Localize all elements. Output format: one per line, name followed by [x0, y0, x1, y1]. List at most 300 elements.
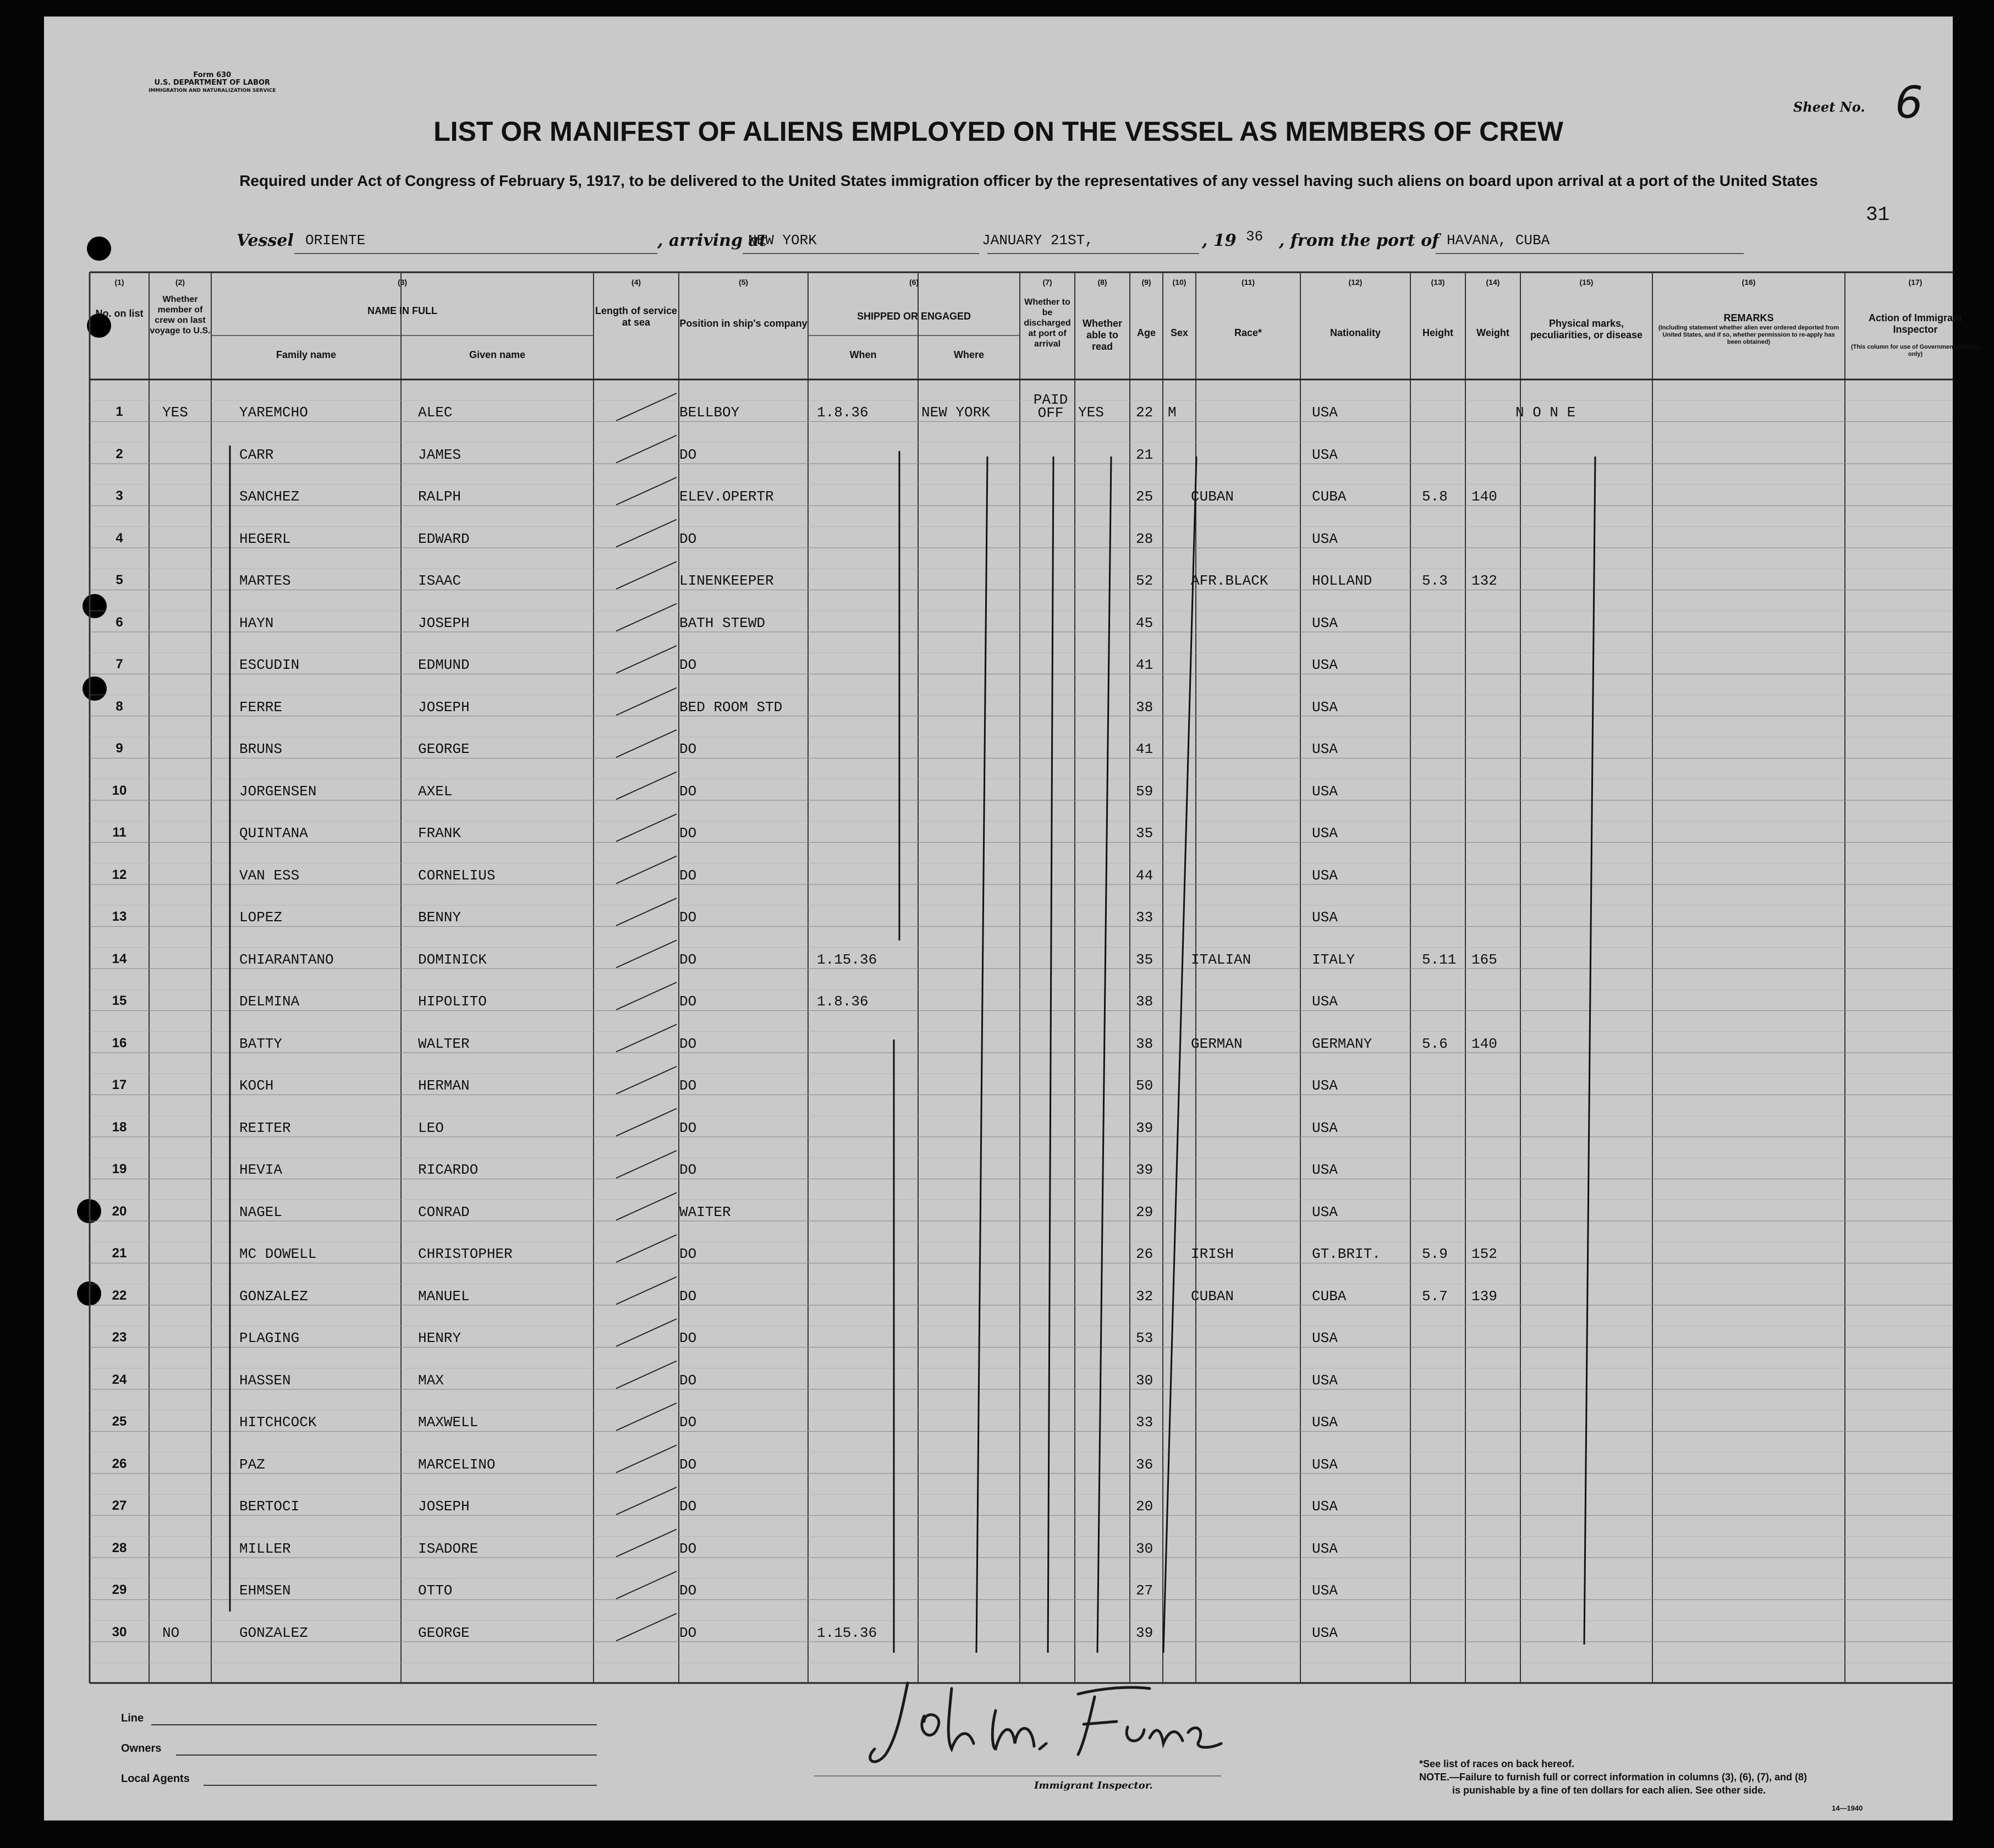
cell-family-name: DELMINA	[239, 993, 300, 1010]
arrival-date: JANUARY 21ST,	[982, 232, 1094, 249]
cell-position: DO	[679, 1582, 697, 1599]
vessel-name: ORIENTE	[305, 232, 366, 249]
line-label: Line	[121, 1712, 144, 1724]
row-number: 20	[112, 1203, 127, 1219]
service-tick-mark	[616, 1277, 677, 1305]
service-tick-mark	[616, 477, 677, 505]
cell-nationality: USA	[1312, 446, 1338, 463]
cell-race: ITALIAN	[1191, 951, 1251, 968]
cell-position: DO	[679, 1624, 697, 1641]
arrival-year: 36	[1246, 228, 1264, 245]
row-number: 4	[116, 530, 123, 546]
races-note: *See list of races on back hereof.	[1419, 1758, 1575, 1769]
cell-nationality: USA	[1312, 741, 1338, 757]
sheet-number-value: 6	[1895, 77, 1923, 128]
cell-age: 26	[1136, 1246, 1153, 1262]
cell-position: DO	[679, 783, 697, 800]
cell-physical-marks: N O N E	[1515, 404, 1576, 421]
col-5-number: (5)	[738, 278, 749, 287]
cell-given-name: MARCELINO	[418, 1456, 496, 1473]
cell-position: DO	[679, 657, 697, 673]
cell-age: 38	[1136, 1035, 1153, 1052]
cell-position: DO	[679, 1119, 697, 1136]
cell-position: DO	[679, 1498, 697, 1515]
cell-age: 20	[1136, 1498, 1153, 1515]
cell-nationality: USA	[1312, 614, 1338, 631]
cell-given-name: EDMUND	[418, 657, 470, 673]
cell-given-name: JAMES	[418, 446, 462, 463]
cell-family-name: FERRE	[239, 698, 283, 716]
col-12-header: Nationality	[1330, 327, 1381, 338]
cell-given-name: BENNY	[418, 909, 462, 926]
row-number: 26	[112, 1456, 127, 1471]
col-10-header: Sex	[1170, 327, 1189, 338]
col-15-header: Physical marks, peculiarities, or disease	[1530, 318, 1643, 340]
cell-nationality: CUBA	[1312, 1288, 1347, 1305]
cell-family-name: PLAGING	[239, 1330, 300, 1346]
row-number: 11	[112, 825, 127, 840]
cell-given-name: GEORGE	[418, 1624, 470, 1641]
cell-family-name: LOPEZ	[239, 909, 283, 926]
cell-position: DO	[679, 1246, 697, 1262]
row-number: 28	[112, 1540, 127, 1555]
page-title: LIST OR MANIFEST OF ALIENS EMPLOYED ON THE VESSEL AS MEMBERS OF CREW	[433, 116, 1563, 147]
col-14-header: Weight	[1476, 327, 1509, 338]
cell-nationality: USA	[1312, 1540, 1338, 1557]
col-8-header: Whether able to read	[1083, 318, 1122, 352]
service-tick-mark	[616, 562, 677, 589]
service-tick-mark	[616, 1025, 677, 1052]
col-1-header: No. on list	[95, 308, 144, 319]
sheet-label: Sheet No.	[1793, 99, 1865, 115]
cell-prev-voyage: YES	[162, 404, 188, 421]
cell-shipped-where: NEW YORK	[921, 404, 990, 421]
cell-position: BED ROOM STD	[679, 698, 783, 716]
row-number: 15	[112, 993, 127, 1008]
stamp-number: 31	[1866, 204, 1890, 226]
col-17-number: (17)	[1908, 278, 1922, 287]
cell-age: 41	[1136, 657, 1153, 673]
cell-given-name: CHRISTOPHER	[418, 1246, 513, 1262]
cell-position: DO	[679, 993, 697, 1010]
cell-age: 39	[1136, 1162, 1153, 1178]
cell-height: 5.11	[1422, 951, 1457, 968]
cell-nationality: USA	[1312, 1372, 1338, 1389]
col-3-header: NAME IN FULL	[367, 305, 437, 316]
service-tick-mark	[616, 730, 677, 757]
cell-position: ELEV.OPERTR	[679, 488, 774, 505]
cell-position: LINENKEEPER	[679, 573, 774, 589]
cell-given-name: DOMINICK	[418, 951, 487, 968]
cell-family-name: NAGEL	[239, 1203, 283, 1220]
cell-family-name: ESCUDIN	[239, 657, 300, 673]
cell-position: DO	[679, 1288, 697, 1305]
cell-race: CUBAN	[1191, 1288, 1234, 1305]
cell-nationality: GT.BRIT.	[1312, 1246, 1381, 1262]
cell-given-name: ALEC	[418, 404, 453, 421]
cell-age: 30	[1136, 1540, 1153, 1557]
cell-given-name: CORNELIUS	[418, 867, 496, 884]
cell-position: DO	[679, 741, 697, 757]
manifest-table-grid	[44, 16, 1953, 1821]
departure-port: HAVANA, CUBA	[1447, 232, 1550, 249]
service-tick-mark	[616, 1614, 677, 1641]
local-agents-field	[204, 1785, 597, 1786]
cell-age: 33	[1136, 909, 1153, 926]
service-name: IMMIGRATION AND NATURALIZATION SERVICE	[149, 88, 276, 94]
row-number: 18	[112, 1119, 127, 1135]
cell-height: 5.3	[1422, 573, 1448, 589]
row-number: 29	[112, 1582, 127, 1597]
cell-family-name: VAN ESS	[239, 867, 300, 884]
service-tick-mark	[616, 1319, 677, 1346]
cell-weight: 140	[1471, 488, 1497, 505]
cell-given-name: GEORGE	[418, 741, 470, 757]
cell-nationality: USA	[1312, 1456, 1338, 1473]
cell-height: 5.6	[1422, 1035, 1448, 1052]
cell-family-name: MILLER	[239, 1540, 291, 1557]
cell-family-name: HAYN	[239, 614, 274, 631]
cell-age: 53	[1136, 1330, 1153, 1346]
row-number: 6	[116, 614, 123, 630]
owners-field	[176, 1755, 597, 1756]
col-3-number: (3)	[397, 278, 408, 287]
cell-age: 35	[1136, 951, 1153, 968]
service-tick-mark	[616, 1571, 677, 1599]
service-tick-mark	[616, 1109, 677, 1136]
cell-position: DO	[679, 951, 697, 968]
service-tick-mark	[616, 1403, 677, 1431]
cell-race: CUBAN	[1191, 488, 1234, 505]
arriving-label: , arriving at	[657, 231, 767, 250]
service-tick-mark	[616, 436, 677, 463]
cell-age: 21	[1136, 446, 1153, 463]
cell-nationality: USA	[1312, 1077, 1338, 1094]
service-tick-mark	[616, 1066, 677, 1094]
form-number: Form 630	[193, 71, 232, 79]
cell-age: 25	[1136, 488, 1153, 505]
row-number: 27	[112, 1498, 127, 1513]
cell-family-name: MARTES	[239, 573, 291, 589]
cell-age: 50	[1136, 1077, 1153, 1094]
service-tick-mark	[616, 1487, 677, 1515]
cell-age: 39	[1136, 1119, 1153, 1136]
service-tick-mark	[616, 604, 677, 631]
service-tick-mark	[616, 982, 677, 1010]
cell-given-name: ISADORE	[418, 1540, 479, 1557]
col-17-header: Action of Immigrant Inspector	[1869, 312, 1962, 335]
cell-position: DO	[679, 825, 697, 842]
cell-given-name: HENRY	[418, 1330, 462, 1346]
cell-position: WAITER	[679, 1203, 731, 1220]
cell-sex: M	[1168, 404, 1177, 421]
vessel-label: Vessel	[237, 231, 294, 250]
cell-prev-voyage: NO	[162, 1624, 180, 1641]
cell-given-name: EDWARD	[418, 530, 470, 547]
cell-nationality: HOLLAND	[1312, 573, 1372, 589]
cell-height: 5.7	[1422, 1288, 1448, 1305]
cell-position: DO	[679, 867, 697, 884]
cell-age: 41	[1136, 741, 1153, 757]
cell-family-name: JORGENSEN	[239, 783, 317, 800]
penalty-note: NOTE.—Failure to furnish full or correct information in columns (3), (6), (7), and (8)	[1419, 1772, 1808, 1783]
cell-given-name: JOSEPH	[418, 698, 470, 716]
cell-family-name: CARR	[239, 446, 274, 463]
cell-nationality: USA	[1312, 1330, 1338, 1346]
row-number: 30	[112, 1624, 127, 1640]
row-number: 22	[112, 1288, 127, 1303]
row-number: 14	[112, 951, 127, 966]
cell-given-name: JOSEPH	[418, 1498, 470, 1515]
cell-position: BATH STEWD	[679, 614, 766, 631]
cell-age: 35	[1136, 825, 1153, 842]
cell-family-name: CHIARANTANO	[239, 951, 334, 968]
cell-family-name: SANCHEZ	[239, 488, 300, 505]
row-number: 24	[112, 1372, 127, 1387]
cell-nationality: USA	[1312, 1414, 1338, 1431]
col-6-header: SHIPPED OR ENGAGED	[856, 311, 971, 322]
cell-height: 5.8	[1422, 488, 1448, 505]
cell-nationality: USA	[1312, 825, 1338, 842]
col-3-given-name-header: Given name	[469, 349, 526, 360]
col-11-header: Race*	[1234, 327, 1262, 338]
service-tick-mark	[616, 646, 677, 673]
line-field	[151, 1724, 597, 1725]
cell-family-name: BRUNS	[239, 741, 283, 757]
service-tick-mark	[616, 1530, 677, 1557]
cell-position: DO	[679, 1540, 697, 1557]
cell-position: DO	[679, 1414, 697, 1431]
cell-shipped-when: 1.8.36	[817, 993, 869, 1010]
col-11-number: (11)	[1241, 278, 1255, 287]
cell-age: 38	[1136, 993, 1153, 1010]
cell-age: 45	[1136, 614, 1153, 631]
col-5-header: Position in ship's company	[679, 318, 808, 329]
cell-given-name: FRANK	[418, 825, 462, 842]
row-number: 12	[112, 867, 127, 882]
cell-family-name: HEGERL	[239, 530, 291, 547]
cell-position: DO	[679, 530, 697, 547]
service-tick-mark	[616, 856, 677, 884]
page-subtitle: Required under Act of Congress of February 5, 1917, to be delivered to the United States immigration officer by the representatives of any vessel having such aliens on board upon arrival at a port of the United States	[239, 172, 1818, 189]
cell-nationality: USA	[1312, 1582, 1338, 1599]
cell-shipped-when: 1.15.36	[817, 951, 877, 968]
cell-nationality: USA	[1312, 404, 1338, 421]
col-13-number: (13)	[1431, 278, 1445, 287]
row-number: 23	[112, 1330, 127, 1345]
local-agents-label: Local Agents	[121, 1773, 190, 1785]
row-number: 17	[112, 1077, 127, 1092]
col-10-number: (10)	[1172, 278, 1186, 287]
cell-family-name: GONZALEZ	[239, 1624, 308, 1641]
cell-family-name: BATTY	[239, 1035, 283, 1052]
col-7-header: Whether to be discharged at port of arrival	[1024, 298, 1071, 349]
inspector-signature	[842, 1672, 1227, 1777]
service-tick-mark	[616, 393, 677, 421]
col-6-where-header: Where	[953, 349, 984, 360]
row-number: 13	[112, 909, 127, 924]
col-2-number: (2)	[175, 278, 185, 287]
cell-family-name: HITCHCOCK	[239, 1414, 317, 1431]
cell-age: 30	[1136, 1372, 1153, 1389]
cell-given-name: CONRAD	[418, 1203, 470, 1220]
service-tick-mark	[616, 1235, 677, 1262]
row-number: 1	[116, 404, 123, 419]
cell-age: 44	[1136, 867, 1153, 884]
col-7-number: (7)	[1042, 278, 1052, 287]
cell-nationality: USA	[1312, 1162, 1338, 1178]
cell-family-name: MC DOWELL	[239, 1246, 317, 1262]
cell-age: 22	[1136, 404, 1153, 421]
service-tick-mark	[616, 898, 677, 926]
row-number: 10	[112, 783, 127, 798]
penalty-note-cont: is punishable by a fine of ten dollars for each alien. See other side.	[1452, 1785, 1766, 1796]
cell-age: 33	[1136, 1414, 1153, 1431]
cell-shipped-when: 1.15.36	[817, 1624, 877, 1641]
service-tick-mark	[616, 772, 677, 800]
cell-weight: 152	[1471, 1246, 1497, 1262]
cell-position: DO	[679, 1035, 697, 1052]
service-tick-mark	[616, 941, 677, 968]
cell-family-name: PAZ	[239, 1456, 265, 1473]
cell-family-name: EHMSEN	[239, 1582, 291, 1599]
cell-age: 32	[1136, 1288, 1153, 1305]
cell-weight: 139	[1471, 1288, 1497, 1305]
col-3-family-name-header: Family name	[276, 349, 337, 360]
col-16-number: (16)	[1742, 278, 1756, 287]
col-8-number: (8)	[1097, 278, 1107, 287]
col-6-when-header: When	[849, 349, 877, 360]
cell-family-name: QUINTANA	[239, 825, 308, 842]
row-number: 19	[112, 1162, 127, 1176]
col-9-number: (9)	[1141, 278, 1151, 287]
cell-weight: 140	[1471, 1035, 1497, 1052]
cell-given-name: OTTO	[418, 1582, 453, 1599]
cell-family-name: YAREMCHO	[239, 404, 308, 421]
col-14-number: (14)	[1486, 278, 1500, 287]
cell-given-name: JOSEPH	[418, 614, 470, 631]
cell-race: AFR.BLACK	[1191, 573, 1268, 589]
col-6-number: (6)	[909, 278, 919, 287]
cell-nationality: USA	[1312, 698, 1338, 716]
row-number: 2	[116, 446, 123, 461]
cell-given-name: HIPOLITO	[418, 993, 487, 1010]
service-tick-mark	[616, 520, 677, 547]
service-tick-mark	[616, 1445, 677, 1473]
cell-family-name: HASSEN	[239, 1372, 291, 1389]
row-number: 21	[112, 1246, 127, 1261]
cell-nationality: USA	[1312, 867, 1338, 884]
col-15-number: (15)	[1579, 278, 1594, 287]
service-tick-mark	[616, 814, 677, 842]
cell-discharged: PAID OFF	[1033, 392, 1068, 421]
print-code: 14—1940	[1832, 1804, 1863, 1812]
row-number: 8	[116, 698, 123, 714]
cell-position: DO	[679, 1372, 697, 1389]
ditto-line	[1584, 457, 1595, 1645]
cell-nationality: USA	[1312, 783, 1338, 800]
col-4-header: Length of service at sea	[595, 305, 678, 328]
row-number: 16	[112, 1035, 127, 1050]
cell-nationality: GERMANY	[1312, 1035, 1372, 1052]
inspector-label: Immigrant Inspector.	[1034, 1780, 1153, 1791]
cell-nationality: ITALY	[1312, 951, 1355, 968]
footer-note	[1419, 1757, 1807, 1797]
cell-nationality: USA	[1312, 1498, 1338, 1515]
cell-given-name: WALTER	[418, 1035, 470, 1052]
owners-label: Owners	[121, 1742, 162, 1755]
service-tick-mark	[616, 688, 677, 716]
cell-given-name: RALPH	[418, 488, 462, 505]
row-number: 3	[116, 488, 123, 503]
cell-able-to-read: YES	[1078, 404, 1104, 421]
cell-nationality: USA	[1312, 1624, 1338, 1641]
row-number: 5	[116, 573, 123, 587]
cell-race: IRISH	[1191, 1246, 1234, 1262]
cell-given-name: MANUEL	[418, 1288, 470, 1305]
col-12-number: (12)	[1348, 278, 1363, 287]
cell-position: BELLBOY	[679, 404, 740, 421]
cell-position: DO	[679, 446, 697, 463]
cell-age: 52	[1136, 573, 1153, 589]
col-13-header: Height	[1422, 327, 1453, 338]
col-2-header: Whether member of crew on last voyage to U.S.	[150, 295, 211, 336]
cell-age: 38	[1136, 698, 1153, 716]
cell-family-name: HEVIA	[239, 1162, 283, 1178]
cell-nationality: USA	[1312, 530, 1338, 547]
cell-family-name: BERTOCI	[239, 1498, 300, 1515]
cell-given-name: ISAAC	[418, 573, 462, 589]
row-number: 9	[116, 741, 123, 756]
cell-age: 28	[1136, 530, 1153, 547]
service-tick-mark	[616, 1193, 677, 1220]
col-4-number: (4)	[631, 278, 641, 287]
cell-position: DO	[679, 909, 697, 926]
cell-nationality: USA	[1312, 909, 1338, 926]
cell-family-name: KOCH	[239, 1077, 274, 1094]
cell-family-name: GONZALEZ	[239, 1288, 308, 1305]
cell-given-name: MAXWELL	[418, 1414, 479, 1431]
cell-position: DO	[679, 1330, 697, 1346]
cell-nationality: USA	[1312, 1203, 1338, 1220]
col-17-subheader: (This column for use of Government officials only)	[1850, 344, 1980, 358]
department-name: U.S. DEPARTMENT OF LABOR	[154, 79, 271, 87]
service-tick-mark	[616, 1361, 677, 1389]
cell-age: 59	[1136, 783, 1153, 800]
cell-nationality: USA	[1312, 657, 1338, 673]
year-label: , 19	[1202, 231, 1237, 250]
cell-age: 29	[1136, 1203, 1153, 1220]
cell-family-name: REITER	[239, 1119, 291, 1136]
cell-shipped-when: 1.8.36	[817, 404, 869, 421]
col-16-header: REMARKS	[1723, 312, 1774, 323]
cell-weight: 165	[1471, 951, 1497, 968]
col-1-number: (1)	[114, 278, 124, 287]
cell-position: DO	[679, 1077, 697, 1094]
cell-position: DO	[679, 1162, 697, 1178]
arrival-port: NEW YORK	[748, 232, 817, 249]
cell-weight: 132	[1471, 573, 1497, 589]
cell-given-name: RICARDO	[418, 1162, 479, 1178]
service-tick-mark	[616, 1151, 677, 1178]
cell-given-name: AXEL	[418, 783, 453, 800]
signature-line	[814, 1775, 1221, 1777]
cell-age: 36	[1136, 1456, 1153, 1473]
cell-nationality: USA	[1312, 1119, 1338, 1136]
cell-age: 39	[1136, 1624, 1153, 1641]
row-number: 7	[116, 657, 123, 672]
cell-age: 27	[1136, 1582, 1153, 1599]
